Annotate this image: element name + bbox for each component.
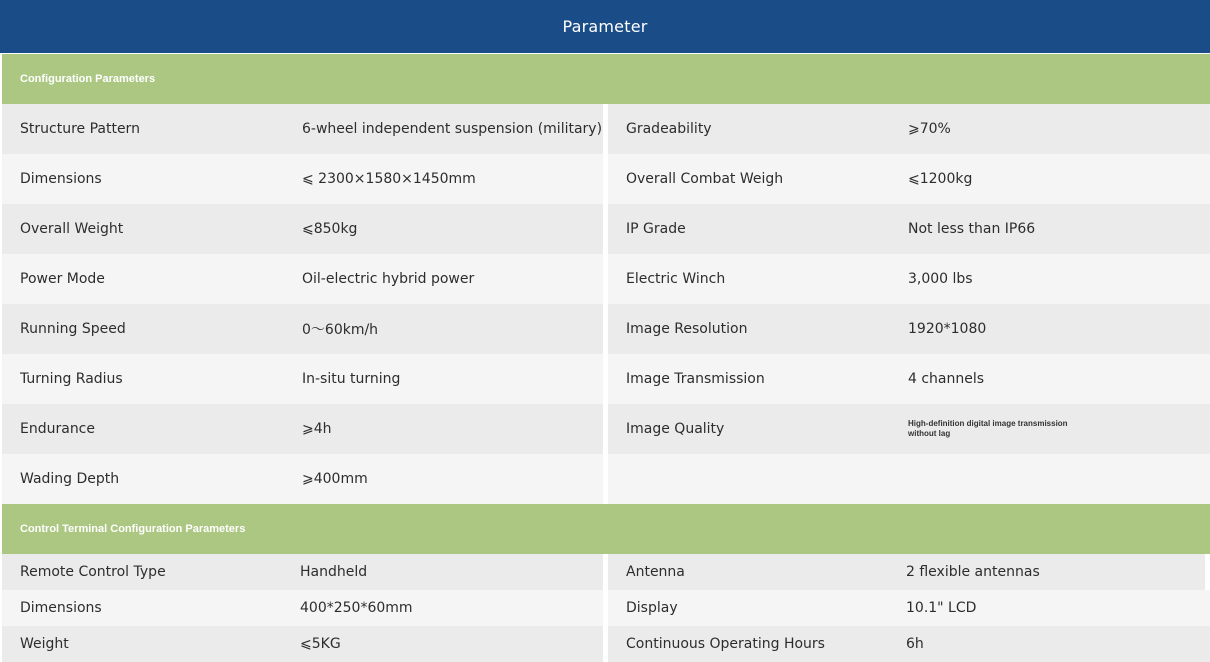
table-row	[0, 154, 1210, 204]
table-row	[0, 354, 1210, 404]
param-value: 4 channels	[908, 371, 985, 387]
param-value: ⩽850kg	[302, 221, 358, 237]
row-right-half	[608, 626, 1210, 662]
param-value: ⩽ 2300×1580×1450mm	[302, 171, 476, 187]
param-name: Image Transmission	[626, 371, 765, 387]
row-left-half	[2, 454, 603, 504]
row-left-half	[2, 304, 603, 354]
row-left-half	[2, 590, 603, 626]
param-name: Overall Weight	[20, 221, 124, 237]
param-value: 0～60km/h	[302, 322, 379, 338]
table-row	[0, 454, 1210, 504]
row-right-half	[608, 404, 1210, 454]
param-name: Wading Depth	[20, 471, 120, 487]
param-name: Remote Control Type	[20, 564, 166, 580]
param-value: ⩽1200kg	[908, 171, 973, 187]
row-left-half	[2, 254, 603, 304]
param-name: Power Mode	[20, 271, 105, 287]
param-name: Dimensions	[20, 600, 102, 616]
row-right-half	[608, 354, 1210, 404]
table-row	[0, 254, 1210, 304]
table-row	[0, 204, 1210, 254]
param-name: Display	[626, 600, 678, 616]
param-name: Running Speed	[20, 321, 126, 337]
param-name: Antenna	[626, 564, 685, 580]
param-name: Continuous Operating Hours	[626, 636, 825, 652]
row-right-half	[608, 254, 1210, 304]
table-row	[0, 304, 1210, 354]
row-right-half	[608, 204, 1210, 254]
row-left-half	[2, 404, 603, 454]
table-row	[0, 590, 1210, 626]
param-value: High-definition digital image transmission without lag	[908, 419, 1068, 438]
param-value: 3,000 lbs	[908, 271, 973, 287]
param-name: Dimensions	[20, 171, 102, 187]
param-name: Endurance	[20, 421, 95, 437]
row-right-half	[608, 304, 1210, 354]
row-right-half	[608, 154, 1210, 204]
row-left-half	[2, 354, 603, 404]
param-value: 1920*1080	[908, 321, 987, 337]
row-left-half	[2, 154, 603, 204]
param-value: ⩾70%	[908, 121, 951, 137]
row-right-half	[608, 554, 1205, 590]
table-row	[0, 404, 1210, 454]
row-right-half	[608, 104, 1210, 154]
row-right-half	[608, 454, 1210, 504]
param-name: Electric Winch	[626, 271, 726, 287]
row-left-half	[2, 104, 603, 154]
param-value: 10.1" LCD	[906, 600, 977, 616]
param-name: Gradeability	[626, 121, 712, 137]
param-value: Handheld	[300, 564, 368, 580]
table-row	[0, 626, 1210, 662]
param-value: 6-wheel independent suspension (military)	[302, 121, 603, 137]
param-value: ⩾400mm	[302, 471, 368, 487]
param-value: 6h	[906, 636, 924, 652]
param-name: IP Grade	[626, 221, 686, 237]
row-left-half	[2, 204, 603, 254]
table-row	[0, 104, 1210, 154]
param-name: Weight	[20, 636, 69, 652]
param-name: Turning Radius	[20, 371, 123, 387]
param-value: 2 flexible antennas	[906, 564, 1040, 580]
param-value: 400*250*60mm	[300, 600, 413, 616]
param-name: Overall Combat Weigh	[626, 171, 784, 187]
section-header-control-terminal: Control Terminal Configuration Parameters	[2, 504, 1210, 554]
param-value: Not less than IP66	[908, 221, 1036, 237]
page-title: Parameter	[0, 0, 1210, 53]
section-header-configuration: Configuration Parameters	[2, 54, 1210, 104]
param-value: ⩽5KG	[300, 636, 341, 652]
param-value: In-situ turning	[302, 371, 401, 387]
param-name: Image Resolution	[626, 321, 748, 337]
param-name: Image Quality	[626, 421, 725, 437]
param-value: ⩾4h	[302, 421, 332, 437]
param-name: Structure Pattern	[20, 121, 140, 137]
param-value: Oil-electric hybrid power	[302, 271, 475, 287]
row-left-half	[2, 554, 603, 590]
table-row	[0, 554, 1210, 590]
row-right-half	[608, 590, 1210, 626]
row-left-half	[2, 626, 603, 662]
